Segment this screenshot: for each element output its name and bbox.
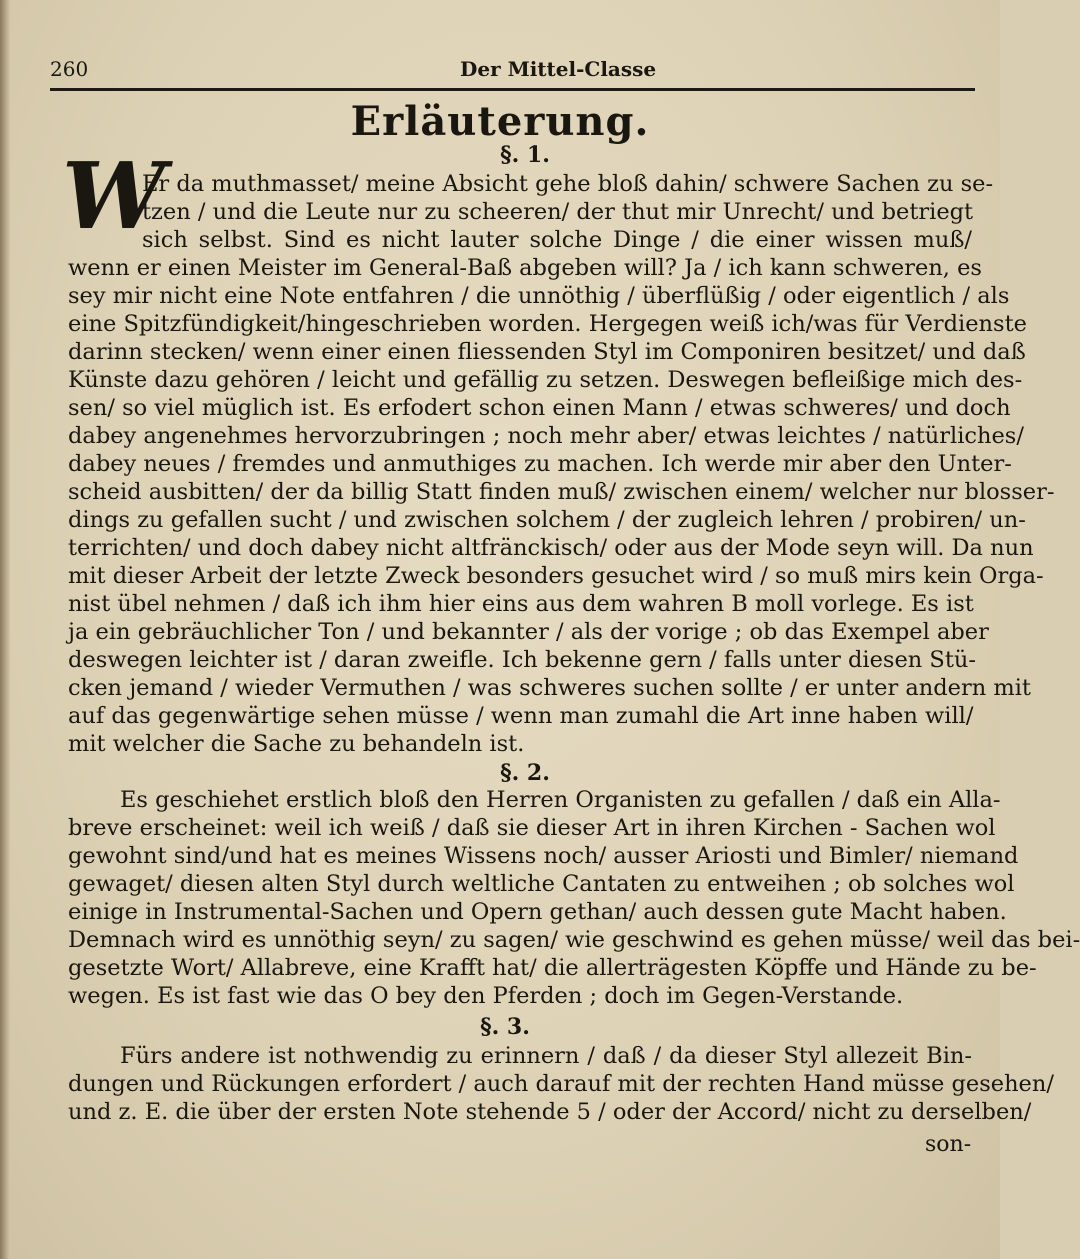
text-line: gewohnt sind/und hat es meines Wissens noch/ ausser Ariosti und Bimler/ niemand: [68, 843, 1019, 869]
text-line: auf das gegenwärtige sehen müsse / wenn man zumahl die Art inne haben will/: [68, 703, 974, 729]
text-line: dings zu gefallen sucht / und zwischen solchem / der zugleich lehren / probiren/ un-: [68, 507, 1026, 533]
text-line: wegen. Es ist fast wie das O bey den Pferden ; doch im Gegen-Verstande.: [68, 983, 904, 1009]
text-line: tzen / und die Leute nur zu scheeren/ der thut mir Unrecht/ und betriegt: [142, 199, 974, 225]
page-header: [50, 55, 975, 87]
text-line: gesetzte Wort/ Allabreve, eine Krafft hat/ die allerträgesten Köpffe und Hände zu be-: [68, 955, 1037, 981]
section-mark-2: §. 2.: [500, 760, 550, 786]
text-line: gewaget/ diesen alten Styl durch weltliche Cantaten zu entweihen ; ob solches wol: [68, 871, 1015, 897]
text-line: Demnach wird es unnöthig seyn/ zu sagen/ wie geschwind es gehen müsse/ weil das bei-: [68, 927, 1080, 953]
text-line: ja ein gebräuchlicher Ton / und bekannter / als der vorige ; ob das Exempel aber: [68, 619, 989, 645]
text-line: sich selbst. Sind es nicht lauter solche Dinge / die einer wissen muß/: [142, 227, 972, 253]
text-line: Es geschiehet erstlich bloß den Herren Organisten zu gefallen / daß ein Alla-: [120, 787, 1001, 813]
text-line: sey mir nicht eine Note entfahren / die unnöthig / überflüßig / oder eigentlich / als: [68, 283, 1010, 309]
page-edge-shadow: [0, 0, 10, 1259]
text-line: breve erscheinet: weil ich weiß / daß sie dieser Art in ihren Kirchen - Sachen wol: [68, 815, 996, 841]
text-line: Fürs andere ist nothwendig zu erinnern / daß / da dieser Styl allezeit Bin-: [120, 1043, 972, 1069]
text-line: deswegen leichter ist / daran zweifle. Ich bekenne gern / falls unter diesen Stü-: [68, 647, 976, 673]
text-line: scheid ausbitten/ der da billig Statt finden muß/ zwischen einem/ welcher nur blosser-: [68, 479, 1055, 505]
text-line: mit dieser Arbeit der letzte Zweck besonders gesuchet wird / so muß mirs kein Orga-: [68, 563, 1044, 589]
section-mark-3: §. 3.: [480, 1014, 530, 1040]
section-mark-1: §. 1.: [500, 142, 550, 168]
drop-cap: W: [62, 142, 166, 250]
text-line: einige in Instrumental-Sachen und Opern gethan/ auch dessen gute Macht haben.: [68, 899, 1007, 925]
text-line: darinn stecken/ wenn einer einen fliessenden Styl im Componiren besitzet/ und daß: [68, 339, 1026, 365]
running-head: Der Mittel-Classe: [460, 57, 657, 81]
text-line: dungen und Rückungen erfordert / auch darauf mit der rechten Hand müsse gesehen/: [68, 1071, 1054, 1097]
text-line: terrichten/ und doch dabey nicht altfränckisch/ oder aus der Mode seyn will. Da nun: [68, 535, 1034, 561]
text-line: wenn er einen Meister im General-Baß abgeben will? Ja / ich kann schweren, es: [68, 255, 982, 281]
text-line: Künste dazu gehören / leicht und gefällig zu setzen. Deswegen befleißige mich des-: [68, 367, 1023, 393]
text-line: sen/ so viel müglich ist. Es erfodert schon einen Mann / etwas schweres/ und doch: [68, 395, 1011, 421]
text-line: nist übel nehmen / daß ich ihm hier eins aus dem wahren B moll vorlege. Es ist: [68, 591, 974, 617]
text-line: cken jemand / wieder Vermuthen / was schweres suchen sollte / er unter andern mit: [68, 675, 1031, 701]
text-line: dabey neues / fremdes und anmuthiges zu machen. Ich werde mir aber den Unter-: [68, 451, 1012, 477]
text-line: dabey angenehmes hervorzubringen ; noch mehr aber/ etwas leichtes / natürliches/: [68, 423, 1024, 449]
text-line: und z. E. die über der ersten Note stehende 5 / oder der Accord/ nicht zu derselben/: [68, 1099, 1032, 1125]
header-rule: [50, 88, 975, 91]
catchword: son-: [925, 1132, 972, 1157]
page-number: 260: [50, 57, 89, 81]
text-line: mit welcher die Sache zu behandeln ist.: [68, 731, 525, 757]
text-line: eine Spitzfündigkeit/hingeschrieben worden. Hergegen weiß ich/was für Verdienste: [68, 311, 1027, 337]
text-line: Er da muthmasset/ meine Absicht gehe bloß dahin/ schwere Sachen zu se-: [142, 171, 994, 197]
chapter-heading: Erläuterung.: [350, 98, 650, 145]
